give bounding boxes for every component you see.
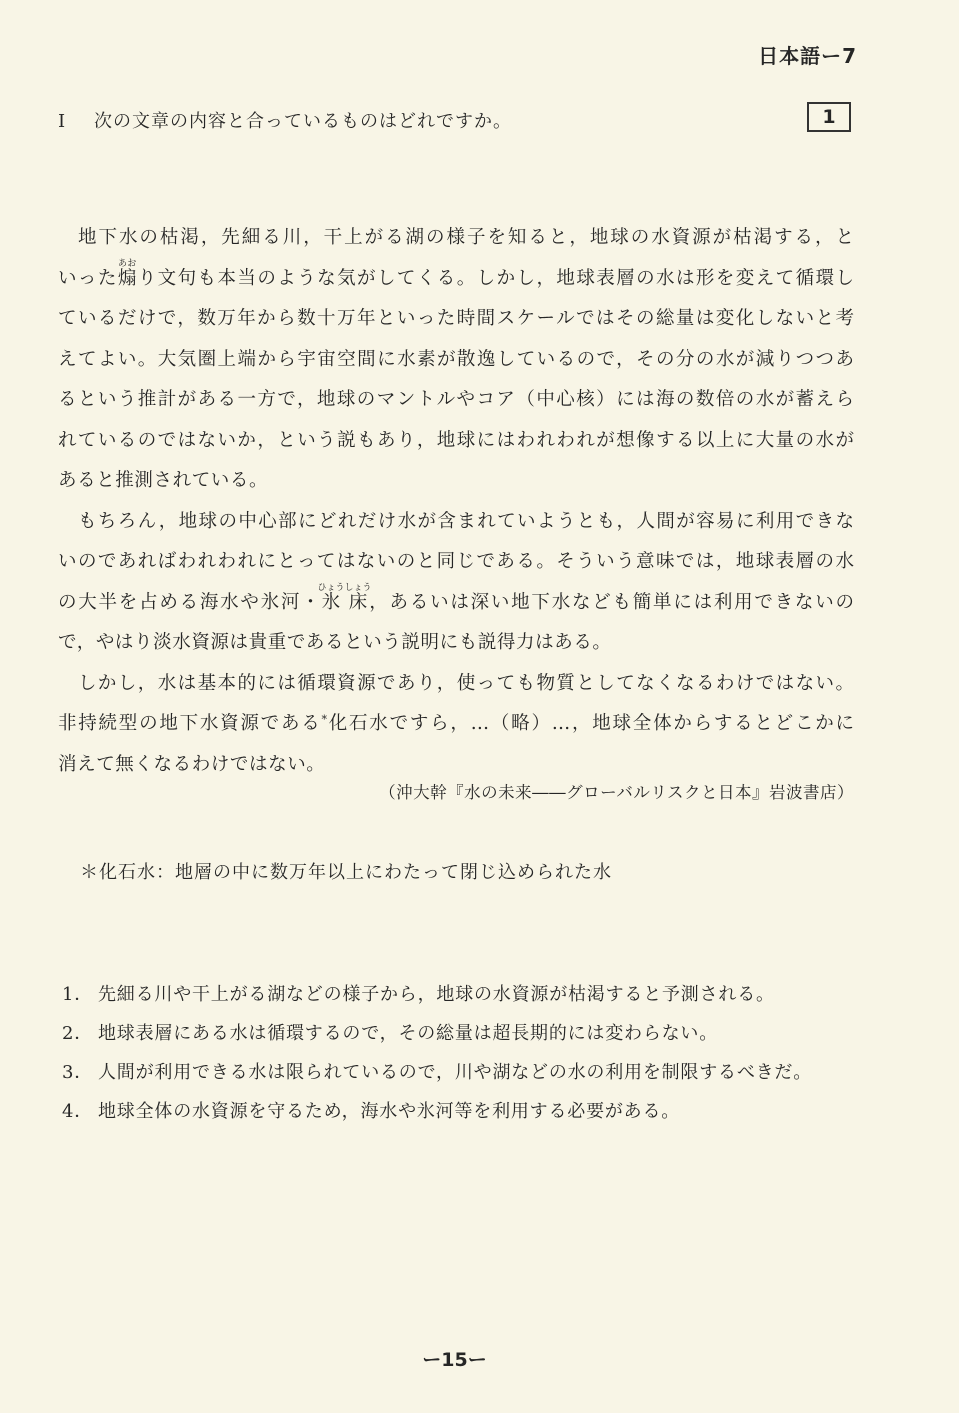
- footnote-mark: *: [321, 713, 327, 726]
- ruby-base: 煽: [117, 267, 138, 289]
- text-span: の大半を占める海水や氷河・: [58, 591, 322, 613]
- passage-line: 地下水の枯渇，先細る川，干上がる湖の様子を知ると，地球の水資源が枯渇する，と: [78, 227, 854, 248]
- question-prompt: [58, 107, 512, 133]
- page-number: ー15ー: [422, 1349, 487, 1371]
- passage-line: えてよい。大気圏上端から宇宙空間に水素が散逸しているので，その分の水が減りつつあ: [58, 348, 854, 370]
- question-number-box: 1: [807, 102, 851, 132]
- furigana-word: [117, 258, 138, 289]
- passage-line: いのであればわれわれにとってはないのと同じである。そういう意味では，地球表層の水: [58, 551, 854, 572]
- text-span: り文句も本当のような気がしてくる。しかし，地球表層の水は形を変えて循環し: [137, 267, 854, 289]
- choice-text: 人間が利用できる水は限られているので，川や湖などの水の利用を制限するべきだ。: [98, 1062, 813, 1083]
- choice-number: 2．: [62, 1023, 94, 1044]
- question-text: 次の文章の内容と合っているものはどれですか。: [94, 111, 512, 132]
- choice-number: 3．: [62, 1062, 94, 1083]
- choice-text: 地球全体の水資源を守るため，海水や氷河等を利用する必要がある。: [98, 1101, 681, 1122]
- passage-line: れているのではないか，という説もあり，地球にはわれわれが想像する以上に大量の水が: [58, 429, 854, 451]
- ruby-reading: あお: [117, 258, 137, 269]
- reading-passage: [58, 218, 854, 785]
- choice-text: 先細る川や干上がる湖などの様子から，地球の水資源が枯渇すると予測される。: [98, 984, 775, 1005]
- text-span: 化石水ですら，…（略）…，地球全体からするとどこかに: [327, 713, 854, 734]
- passage-line: あると推測されている。: [58, 470, 269, 491]
- answer-choice-2[interactable]: [62, 1014, 812, 1053]
- choice-number: 4．: [62, 1101, 94, 1122]
- text-span: ，あるいは深い地下水なども簡単には利用できないの: [367, 591, 854, 613]
- text-span: いった: [58, 267, 118, 289]
- furigana-word: [317, 582, 372, 613]
- ruby-reading: ひょうしょう: [317, 582, 372, 593]
- page-header: 日本語ー7: [758, 44, 857, 68]
- passage-line: もちろん，地球の中心部にどれだけ水が含まれていようとも，人間が容易に利用できな: [78, 510, 854, 532]
- choice-number: 1．: [62, 984, 94, 1005]
- answer-choice-4[interactable]: [62, 1092, 812, 1131]
- text-span: 非持続型の地下水資源である: [58, 713, 322, 734]
- passage-line: [58, 704, 854, 745]
- passage-line: しかし，水は基本的には循環資源であり，使っても物質としてなくなるわけではない。: [78, 672, 854, 694]
- answer-choice-1[interactable]: [62, 975, 812, 1014]
- answer-choice-3[interactable]: [62, 1053, 812, 1092]
- ruby-base: 氷床: [317, 591, 372, 613]
- answer-choices: [62, 975, 812, 1131]
- passage-line: ているだけで，数万年から数十万年といった時間スケールではその総量は変化しないと考: [58, 308, 854, 329]
- source-citation: （沖大幹『水の未来――グローバルリスクと日本』岩波書店）: [379, 783, 854, 802]
- question-numeral: I: [58, 111, 67, 132]
- passage-line: で，やはり淡水資源は貴重であるという説明にも説得力はある。: [58, 632, 612, 653]
- passage-line: 消えて無くなるわけではない。: [58, 753, 326, 775]
- passage-line: [58, 259, 854, 300]
- passage-line: [58, 583, 854, 624]
- choice-text: 地球表層にある水は循環するので，その総量は超長期的には変わらない。: [98, 1023, 719, 1044]
- footnote: ＊化石水：地層の中に数万年以上にわたって閉じ込められた水: [80, 862, 612, 883]
- passage-line: るという推計がある一方で，地球のマントルやコア（中心核）には海の数倍の水が蓄えら: [58, 389, 854, 410]
